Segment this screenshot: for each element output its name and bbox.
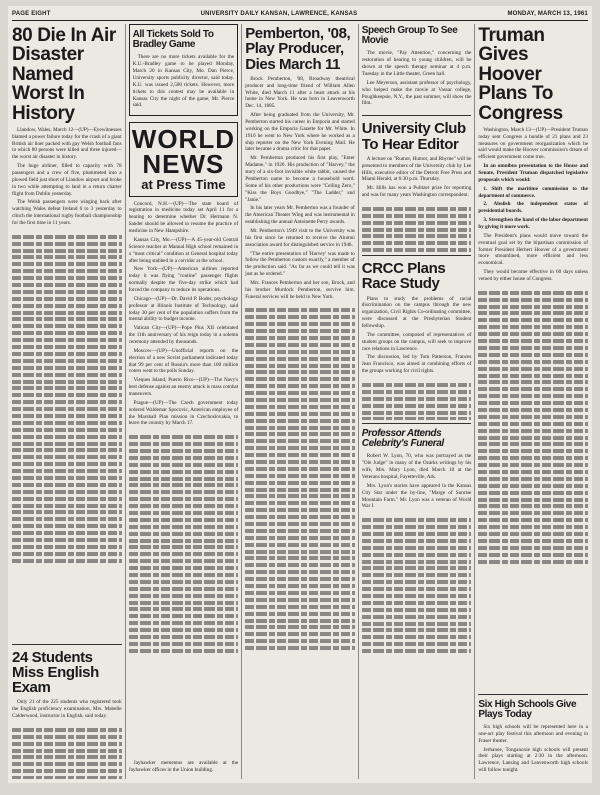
headline-pemberton: Pemberton, '08, Play Producer, Dies March 11 xyxy=(245,25,351,73)
headline-university-club: University Club To Hear Editor xyxy=(361,120,466,153)
article-paragraph: Jayhawker mementos are available at the Jayhawker offices in the Union building. xyxy=(128,760,239,774)
article-continued-text xyxy=(362,515,472,779)
headline-truman: Truman Gives Hoover Plans To Congress xyxy=(478,25,563,124)
article-paragraph: Mr. Pemberton produced his first play, "Enter Madame," in 1920. His production of "Harvey," the story of a six-foot invisible white rabbit, caused the Pemberton name to become a household word. Some of his other productions were "Ceiling Zero," "Kiss the Boys Goodbye," "The Ladder," and "Janie." xyxy=(245,155,355,203)
news-item: Prague—(UP)—The Czech government today ordered Waldemar Spocovic, American employee of the Marshall Plan mission in Czechoslovakia, to leave the country by March 17. xyxy=(128,399,239,427)
article-paragraph: The committee, composed of representatives of student groups on the campus, will seek to improve race relations in Lawrence. xyxy=(361,331,472,352)
news-item: Chicago—(UP)—Dr. David P. Boder, psychology professor at Illinois Institute of Technology, said today 30 per cent of the population suffers from the mental ability to budget income. xyxy=(128,295,239,323)
article-english-exam xyxy=(12,699,122,722)
divider xyxy=(362,423,472,424)
news-item: New York—(UP)—American airlines reported today it was flying "routine" passenger flights normally despite the five-day strike which had forced the company to reduce its operations. xyxy=(128,266,239,293)
article-paragraph: The discussion, led by Tom Patterson, Frances Jean Francisco, was aimed at combining efforts of the groups working for civil rights. xyxy=(361,354,472,375)
headline-speech-group: Speech Group To See Movie xyxy=(361,25,458,47)
article-paragraph: The huge airliner, filled to capacity with 78 passengers and a crew of five, plummeted into a plowed field just short of Llandow airport and broke in two while attempting to land in a return charter flight from Dublin yesterday. xyxy=(12,163,122,197)
world-news-banner xyxy=(129,122,239,196)
article-paragraph: Llandow, Wales, March 12—(UP)—Eyewitnesses blamed a power failure today for the crash of a giant British air liner packed with gay Welsh football fans in which 80 persons were killed and three injured—the worst air disaster in history. xyxy=(12,126,122,161)
world-news-items xyxy=(129,201,239,430)
article-continued-text xyxy=(362,204,472,252)
issue-date: MONDAY, MARCH 13, 1961 xyxy=(507,11,588,17)
article-paragraph: Robert W. Lyon, 70, who was portrayed as the "Ole Judge" in many of the Ozarks writings by his wife, Mrs. Mary Lyon, died March 10 at the Veterans hospital, Fayetteville, Ark. xyxy=(361,453,472,480)
article-continued-text xyxy=(12,232,122,641)
article-paragraph: Mr. Pemberton's 1949 visit to the University was his first since he returned to receive the Alumni association award for distinguished service in 1946. xyxy=(245,227,355,248)
article-professor-funeral xyxy=(362,453,472,512)
news-item: Vatican City—(UP)—Pope Pius XII celebrated the 11th anniversary of his reign today in a solemn ceremony attended by thousands. xyxy=(128,325,239,345)
column-5 xyxy=(478,24,588,779)
article-continued-text xyxy=(129,432,239,760)
column-1 xyxy=(12,24,126,779)
article-paragraph: 2. Abolish the independent status of presidential boards. xyxy=(478,201,588,215)
article-paragraph: 1. Shift the maritime commission to the department of commerce. xyxy=(478,185,588,199)
article-paragraph: The Welsh passengers were winging back after watching Wales defeat Ireland 6 to 3 yesterday to clinch the international rugby football championship for the first time in 11 years. xyxy=(12,199,122,227)
column-2 xyxy=(129,24,243,779)
divider xyxy=(362,255,472,256)
article-truman xyxy=(478,127,588,285)
article-paragraph: Plans to study the problems of racial discrimination on the campus through the new organization, Civil Rights Co-ordinating committee, were discussed at the Presbyterian Student fellowship. xyxy=(361,295,472,330)
article-pemberton xyxy=(245,76,355,303)
jayhawker-notice xyxy=(129,760,239,776)
article-paragraph: Mrs. Lyon's stories have appeared in the Kansas City Star under the by-line, "Marge of Sunrise Mountain Farm." Mr. Lyon was a veteran of World War I. xyxy=(361,482,472,510)
article-tickets xyxy=(133,54,235,109)
headline-professor-funeral: Professor Attends Celebrity's Funeral xyxy=(361,428,444,450)
column-grid xyxy=(12,24,588,779)
article-speech-group xyxy=(362,50,472,109)
article-paragraph: In an omnibus presentation to the House and Senate, President Truman dispatched legislative proposals which would: xyxy=(478,163,588,183)
article-paragraph: Mr. Hills has won a Pulitzer prize for reporting and was for many years Washington correspondent. xyxy=(361,185,472,199)
article-paragraph: Six high schools will be represented here in a one-act play festival this afternoon and evening in Fraser theater. xyxy=(478,723,588,744)
article-crcc xyxy=(362,296,472,377)
article-paragraph: A lecture on "Rumor, Humor, and Rhyme" will be presented to members of the University club by Lee Hills, executive editor of the Detroit Free Press and Miami Herald, at 6:30 p.m. Thursday. xyxy=(361,155,472,183)
article-paragraph: Washington, March 13—(UP)—President Truman today sent Congress a bundle of 21 plans and 23 measures on government reorganization which he said would make the Hoover commission's dream of efficient government come true. xyxy=(478,126,588,161)
article-continued-text xyxy=(245,306,355,779)
world-news-title: WORLD NEWS xyxy=(131,124,235,179)
article-paragraph: "The entire presentation of 'Harvey' was made to follow the Pemberton custom exactly," a member of the production said. "As far as we could tell it was just as he ordered." xyxy=(245,250,355,278)
article-paragraph: In his later years Mr. Pemberton was a founder of the American Theater Wing and was instrumental in establishing the annual Antoinette Perry awards. xyxy=(245,205,355,226)
headline-english-exam: 24 Students Miss English Exam xyxy=(12,648,99,697)
news-item: Kansas City, Mo.—(UP)—A 45-year-old Central Science teacher at Manual High school remained in a "most critical" condition at General hospital today after being stabbed in a corridor at the school. xyxy=(128,236,239,264)
article-paragraph: Lee Meyerson, assistant professor of psychology, who helped make the movie at Vassar college, Poughkeepsie, N.Y., the past summer, will show the film. xyxy=(361,79,472,107)
article-paragraph: They would become effective in 60 days unless vetoed by either house of Congress. xyxy=(478,269,588,283)
news-item: Concord, N.H.—(UP)—The state board of registration in medicine today set April 11 for a hearing to determine whether Dr. Hermann N. Sander should be allowed to resume the practice of medicine in New Hampshire. xyxy=(128,200,239,235)
article-high-schools xyxy=(478,724,588,776)
article-paragraph: The President's plans would move toward the eventual goal set by the bipartisan commission of former President Herbert Hoover of a government more streamlined, more efficient and less economical. xyxy=(478,232,588,267)
world-news-subtitle: at Press Time xyxy=(141,176,226,192)
headline-crcc: CRCC Plans Race Study xyxy=(361,260,446,293)
article-continued-text xyxy=(362,380,472,420)
divider xyxy=(12,644,122,645)
newspaper-name: UNIVERSITY DAILY KANSAN, LAWRENCE, KANSAS xyxy=(200,11,358,17)
column-4 xyxy=(362,24,476,779)
newspaper-page xyxy=(8,6,592,783)
article-continued-text xyxy=(12,725,122,779)
column-3 xyxy=(245,24,359,779)
article-paragraph: Only 21 of the 225 students who registered took the English proficiency examination, Mrs. Mabelle Calderwood, instructor in English, said today. xyxy=(12,699,122,720)
divider xyxy=(478,694,588,695)
article-continued-text xyxy=(478,288,588,691)
ticket-notice-box xyxy=(129,24,239,116)
headline-high-schools: Six High Schools Give Plays Today xyxy=(478,698,577,720)
article-university-club xyxy=(362,156,472,201)
page-number: PAGE EIGHT xyxy=(12,11,51,17)
article-air-disaster xyxy=(12,127,122,229)
article-paragraph: Mrs. Frances Pemberton and her son, Brock, and his brother Murdock Pemberton, survive him. Funeral services will be held in New York. xyxy=(245,279,355,300)
news-item: Vieques Island, Puerto Rico—(UP)—The Navy's best defense against an enemy attack is mass combat maneuvers. xyxy=(128,377,239,397)
masthead xyxy=(12,8,588,21)
news-item: Moscow—(UP)—Unofficial reports on the election of a new Soviet parliament indicated today that 99 per cent of Russia's more than 100 million voters went to the polls Sunday. xyxy=(128,347,239,375)
article-paragraph: After being graduated from the University, Mr. Pemberton started his career in Emporia and started working on the Emporia Gazette for Mr. White. In 1910 he went to New York where he worked as a ship reporter on the New York Evening Mail. He later became a drama critic for that paper. xyxy=(245,112,355,153)
article-paragraph: Brock Pemberton, '08, Broadway theatrical producer and long-time friend of William Allen White, died March 11 after a heart attack at his home in New York. He was born in Leavenworth Dec. 14, 1885. xyxy=(245,75,355,110)
headline-tickets: All Tickets Sold To Bradley Game xyxy=(132,29,214,51)
article-paragraph: There are no more tickets available for the K.U.-Bradley game to be played Monday, March 20 in Kansas City, Mo. Dan Pierce, University sports publicity director, said today. K.U. was issued 2,500 tickets. However, more tickets to this contest may be available in Kansas City the night of the game, Mr. Pierce said. xyxy=(132,54,235,109)
headline-air-disaster: 80 Die In Air Disaster Named Worst In History xyxy=(12,25,116,124)
article-paragraph: 3. Strengthen the hand of the labor department by giving it more work. xyxy=(478,217,588,231)
article-paragraph: The movie, "Pay Attention," concerning the restoration of hearing to young children, will be shown at the speech therapy seminar at 4 p.m. Tuesday in the Little theater, Green hall. xyxy=(361,50,472,77)
divider xyxy=(362,115,472,116)
article-paragraph: Jerhanoe, Tonganoxie high schools will present their plays starting at 2:30 in the afternoon. Lawrence, Lansing and Leavenworth high schools will follow tonight. xyxy=(478,746,588,774)
